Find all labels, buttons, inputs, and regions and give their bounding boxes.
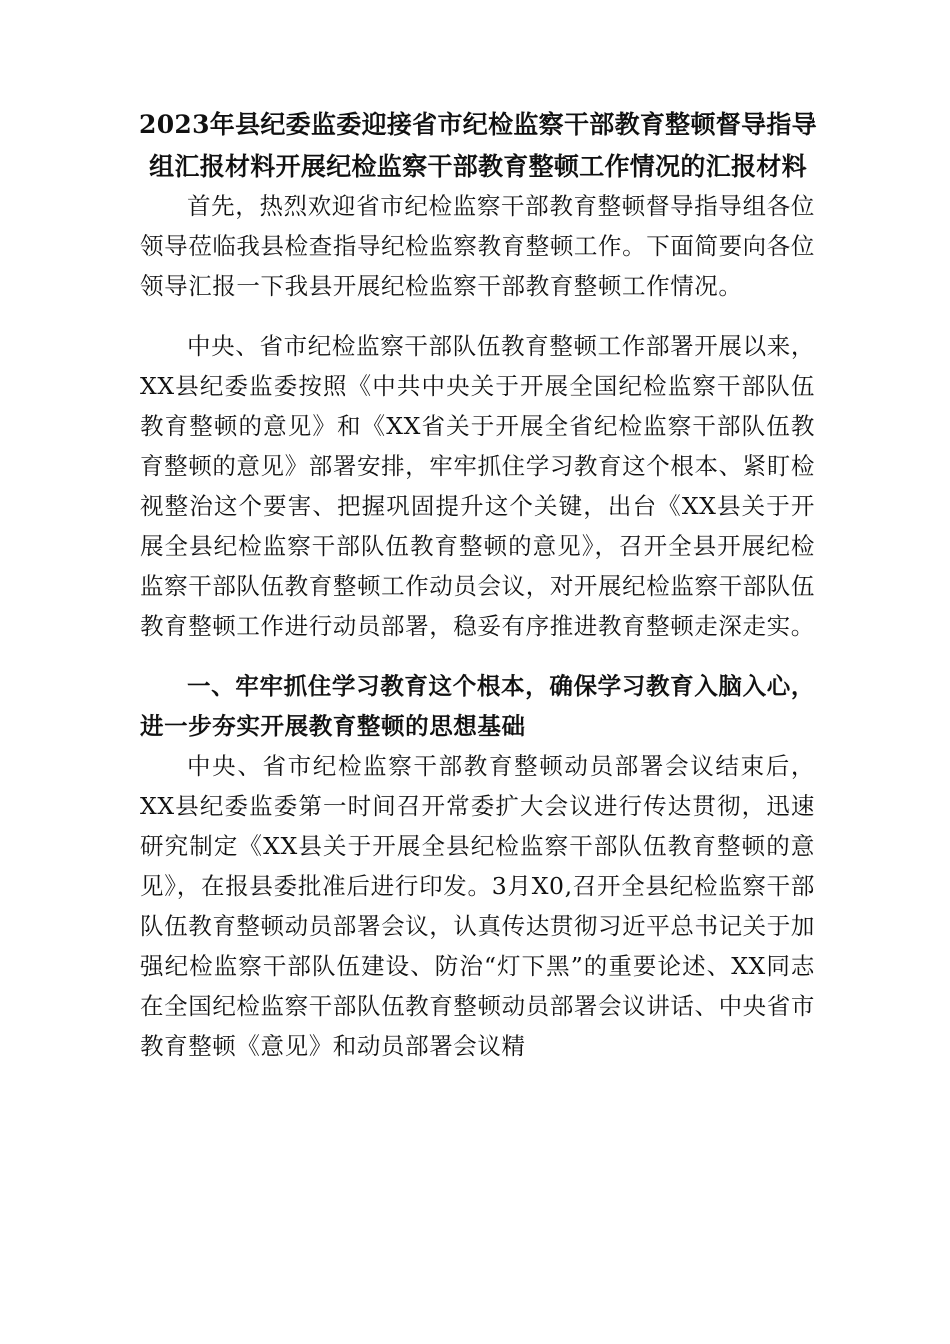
section-heading-1: 一、牢牢抓住学习教育这个根本，确保学习教育入脑入心，进一步夯实开展教育整顿的思想基础 <box>140 672 815 740</box>
document-body <box>140 186 815 1086</box>
paragraph-section-1: 中央、省市纪检监察干部教育整顿动员部署会议结束后，XX县纪委监委第一时间召开常委扩大会议进行传达贯彻，迅速研究制定《XX县关于开展全县纪检监察干部队伍教育整顿的意见》，在报县委批准后进行印发。3月X0,召开全县纪检监察干部队伍教育整顿动员部署会议，认真传达贯彻习近平总书记关于加强纪检监察干部队伍建设、防治“灯下黑”的重要论述、XX同志在全国纪检监察干部队伍教育整顿动员部署会议讲话、中央省市教育整顿《意见》和动员部署会议精 <box>140 752 815 1060</box>
document-title: 2023年县纪委监委迎接省市纪检监察干部教育整顿督导指导组汇报材料开展纪检监察干部教育整顿工作情况的汇报材料 <box>139 110 817 181</box>
paragraph-welcome: 首先，热烈欢迎省市纪检监察干部教育整顿督导指导组各位领导莅临我县检查指导纪检监察教育整顿工作。下面简要向各位领导汇报一下我县开展纪检监察干部教育整顿工作情况。 <box>140 192 815 300</box>
paragraph-overview: 中央、省市纪检监察干部队伍教育整顿工作部署开展以来，XX县纪委监委按照《中共中央关于开展全国纪检监察干部队伍教育整顿的意见》和《XX省关于开展全省纪检监察干部队伍教育整顿的意见》部署安排，牢牢抓住学习教育这个根本、紧盯检视整治这个要害、把握巩固提升这个关键，出台《XX县关于开展全县纪检监察干部队伍教育整顿的意见》，召开全县开展纪检监察干部队伍教育整顿工作动员会议，对开展纪检监察干部队伍教育整顿工作进行动员部署，稳妥有序推进教育整顿走深走实。 <box>140 332 815 640</box>
